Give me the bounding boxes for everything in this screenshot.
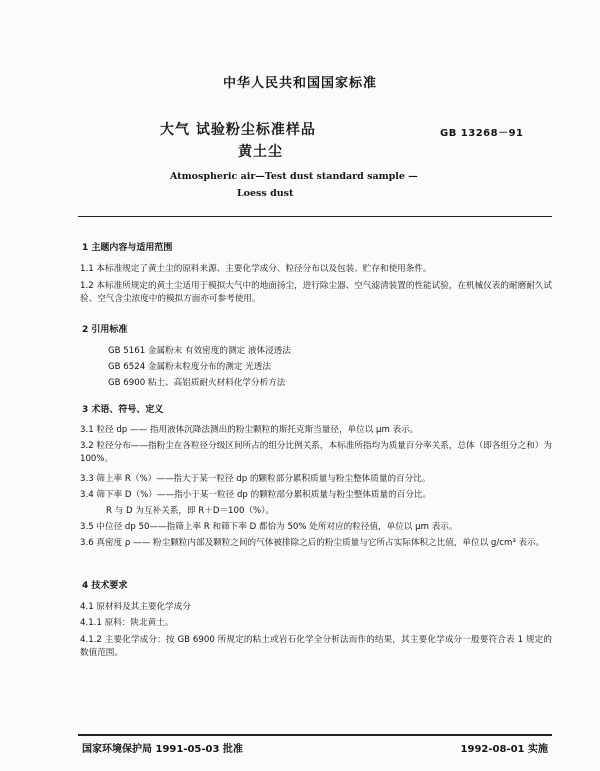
paragraph-3-4: 3.4 筛下率 D（%）——指小于某一粒径 dp 的颗粒部分累积质量与粉尘整体质量的百分比。 xyxy=(80,490,432,500)
english-title-line-2: Loess dust xyxy=(237,188,294,199)
standard-number: GB 13268－91 xyxy=(440,128,524,139)
national-standard-header: 中华人民共和国国家标准 xyxy=(222,76,377,91)
paragraph-3-3: 3.3 筛上率 R（%）——指大于某一粒径 dp 的颗粒部分累积质量与粉尘整体质量的百分比。 xyxy=(80,474,431,484)
english-title-line-1: Atmospheric air—Test dust standard sample — xyxy=(170,171,418,182)
section-2-heading: 2 引用标准 xyxy=(82,325,128,335)
section-1-heading: 1 主题内容与适用范围 xyxy=(82,243,173,253)
paragraph-1-1: 1.1 本标准规定了黄土尘的原料来源、主要化学成分、粒径分布以及包装、贮存和使用条件。 xyxy=(80,264,432,274)
paragraph-3-6: 3.6 真密度 ρ —— 粉尘颗粒内部及颗粒之间的气体被排除之后的粉尘质量与它所占实际体积之比值，单位以 g/cm³ 表示。 xyxy=(80,538,545,548)
footer-divider xyxy=(78,734,552,736)
header-divider xyxy=(78,216,552,217)
paragraph-3-1: 3.1 粒径 dp —— 指用液体沉降法测出的粉尘颗粒的斯托克斯当量径，单位以 μm 表示。 xyxy=(80,425,419,435)
title-line-1: 大气 试验粉尘标准样品 xyxy=(160,122,316,138)
reference-item: GB 6900 粘土、高铝质耐火材料化学分析方法 xyxy=(108,378,286,388)
section-3-heading: 3 术语、符号、定义 xyxy=(82,405,164,415)
title-line-2: 黄土尘 xyxy=(238,144,283,160)
paragraph-4-1: 4.1 原材料及其主要化学成分 xyxy=(80,602,191,612)
approval-date: 国家环境保护局 1991-05-03 批准 xyxy=(82,744,243,755)
paragraph-4-1-2: 4.1.2 主要化学成分：按 GB 6900 所规定的粘土或岩石化学全分析法而作的结果，其主要化学成分一般要符合表 1 规定的数值范围。 xyxy=(80,635,552,658)
paragraph-1-2: 1.2 本标准所规定的黄土尘适用于模拟大气中的地面扬尘，进行除尘器、空气滤清装置的性能试验，在机械仪表的耐磨耐久试验、空气含尘浓度中的模拟方面亦可参考使用。 xyxy=(80,281,552,304)
paragraph-3-2: 3.2 粒径分布——指粉尘在各粒径分级区间所占的组分比例关系，本标准所指均为质量百分率关系，总体（即各组分之和）为 100%。 xyxy=(80,441,552,464)
implementation-date: 1992-08-01 实施 xyxy=(460,744,548,755)
paragraph-3-4-note: R 与 D 为互补关系，即 R＋D＝100（%）。 xyxy=(106,506,275,516)
reference-item: GB 6524 金属粉末粒度分布的测定 光透法 xyxy=(108,362,271,372)
paragraph-3-5: 3.5 中位径 dp 50——指筛上率 R 和筛下率 D 都恰为 50% 处所对应的粒径值，单位以 μm 表示。 xyxy=(80,522,458,532)
reference-item: GB 5161 金属粉末 有效密度的测定 液体浸透法 xyxy=(108,346,291,356)
section-4-heading: 4 技术要求 xyxy=(82,581,128,591)
paragraph-4-1-1: 4.1.1 原料：陕北黄土。 xyxy=(80,618,174,628)
